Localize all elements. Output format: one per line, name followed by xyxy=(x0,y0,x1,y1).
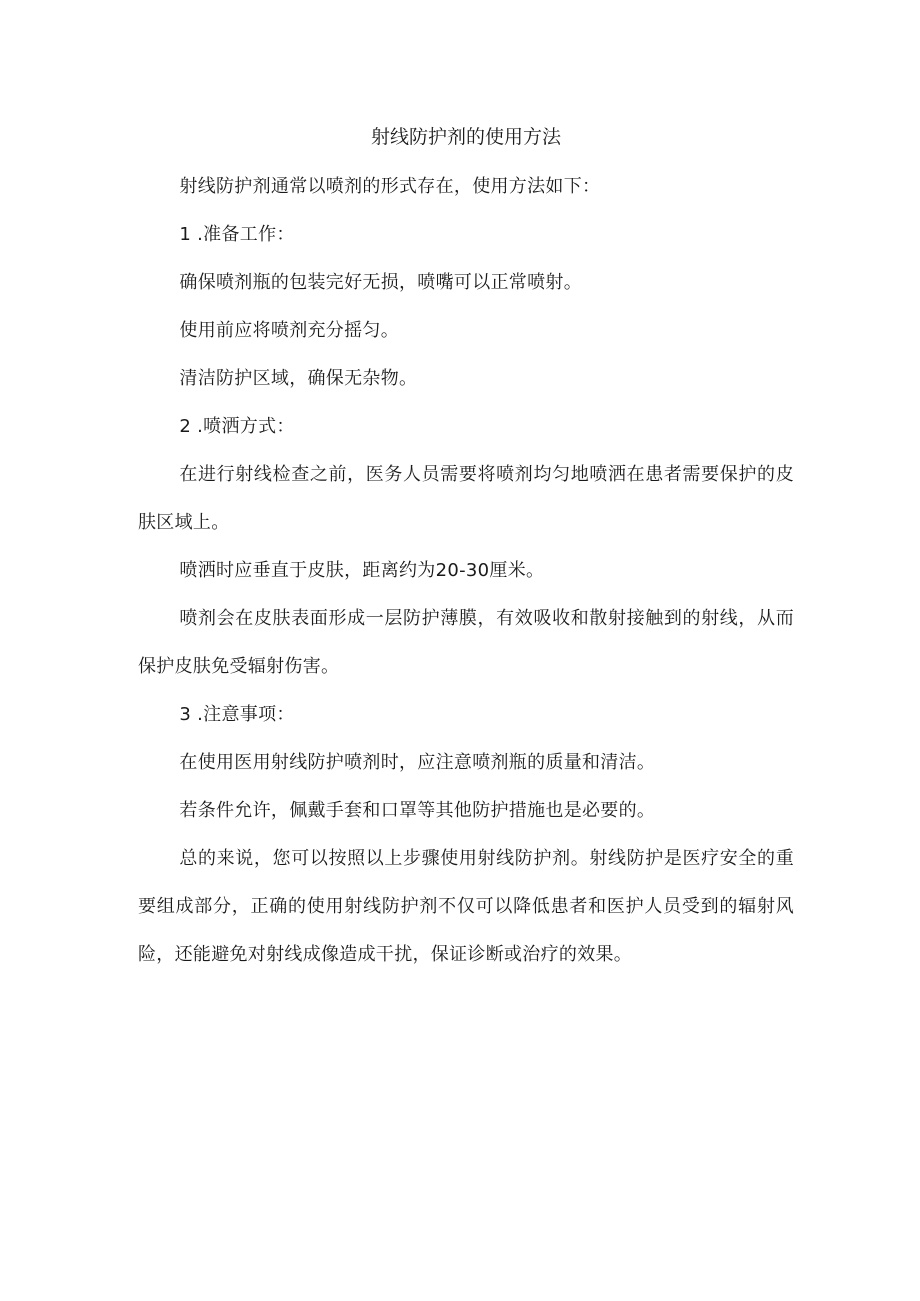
paragraph: 在进行射线检查之前，医务人员需要将喷剂均匀地喷洒在患者需要保护的皮肤区域上。 xyxy=(138,464,794,533)
paragraph: 在使用医用射线防护喷剂时，应注意喷剂瓶的质量和清洁。 xyxy=(179,752,656,773)
paragraph-summary: 总的来说，您可以按照以上步骤使用射线防护剂。射线防护是医疗安全的重要组成部分，正确的使用射线防护剂不仅可以降低患者和医护人员受到的辐射风险，还能避免对射线成像造成干扰，保证诊断或治疗的效果。 xyxy=(138,848,794,965)
paragraph-intro: 射线防护剂通常以喷剂的形式存在，使用方法如下： xyxy=(179,176,601,197)
document-body xyxy=(138,117,794,979)
section-heading-preparation: 1 .准备工作： xyxy=(179,224,295,245)
paragraph: 确保喷剂瓶的包装完好无损，喷嘴可以正常喷射。 xyxy=(179,272,582,293)
paragraph: 若条件允许，佩戴手套和口罩等其他防护措施也是必要的。 xyxy=(179,800,656,821)
paragraph: 清洁防护区域，确保无杂物。 xyxy=(179,368,418,389)
section-heading-spraying: 2 .喷洒方式： xyxy=(179,416,295,437)
paragraph: 使用前应将喷剂充分摇匀。 xyxy=(179,320,399,341)
document-title: 射线防护剂的使用方法 xyxy=(370,126,561,148)
paragraph: 喷洒时应垂直于皮肤，距离约为20-30厘米。 xyxy=(179,560,545,581)
paragraph: 喷剂会在皮肤表面形成一层防护薄膜，有效吸收和散射接触到的射线，从而保护皮肤免受辐射伤害。 xyxy=(138,608,794,677)
section-heading-precautions: 3 .注意事项： xyxy=(179,704,295,725)
